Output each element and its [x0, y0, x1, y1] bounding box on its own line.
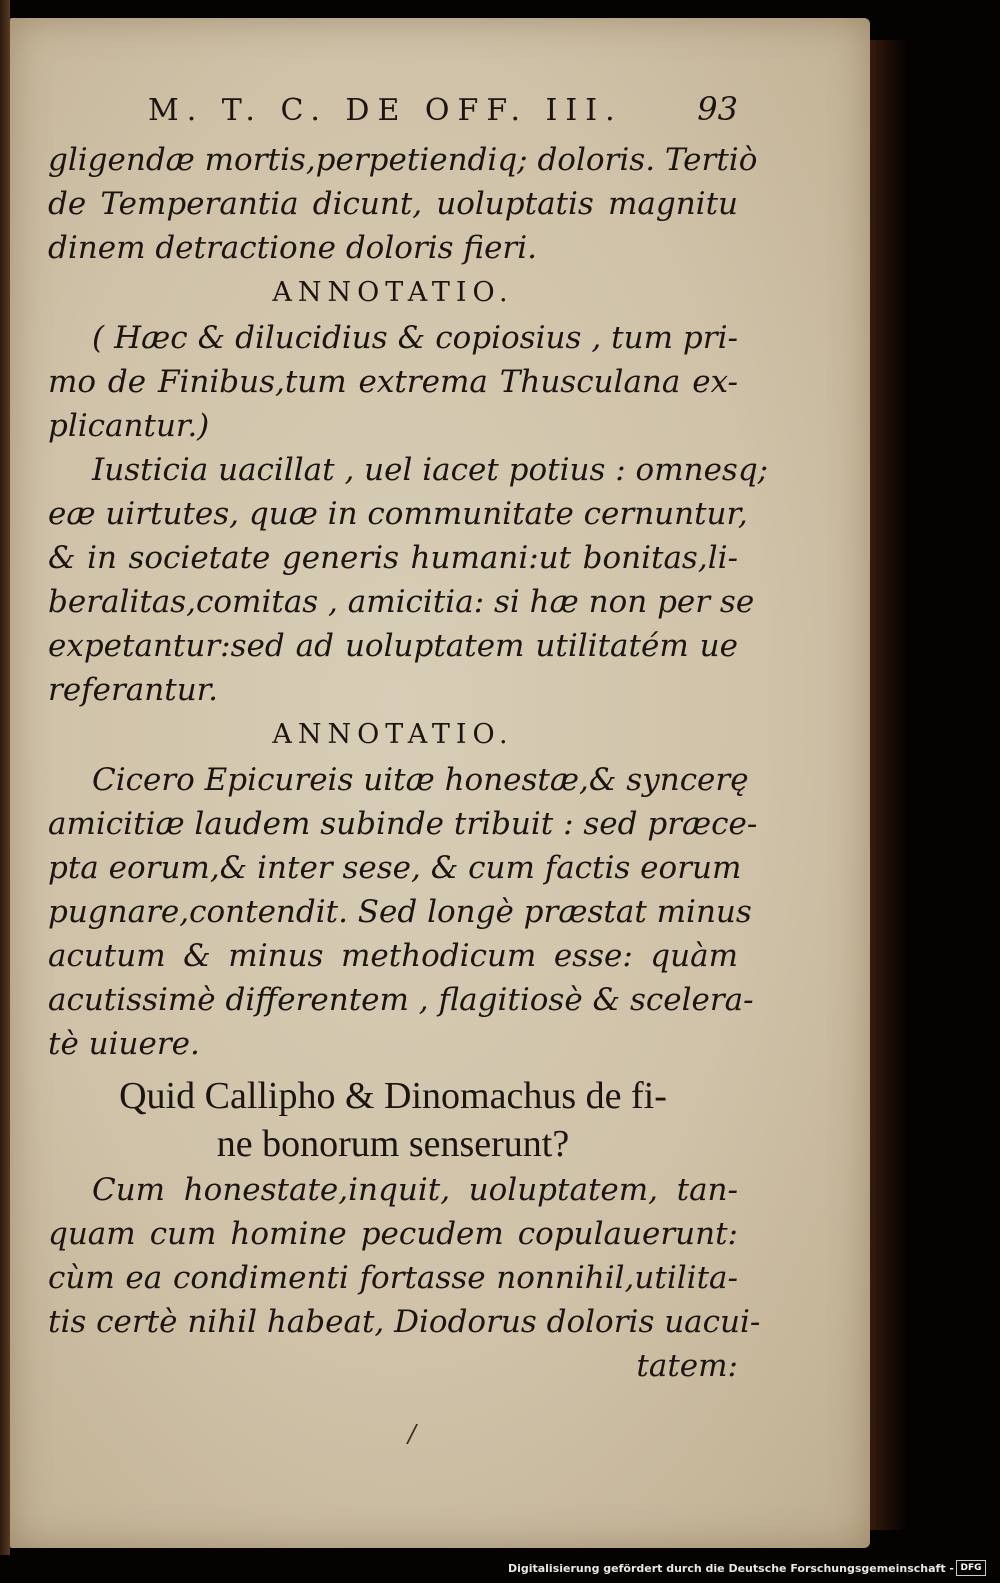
- text-line: expetantur:sed ad uoluptatem utilitatém ue: [48, 628, 738, 664]
- annotatio-2: [48, 758, 758, 1066]
- text-line: acutissimè differentem , flagitiosè & scelera-: [48, 982, 754, 1018]
- signature-mark: /: [408, 1420, 417, 1448]
- text-line: acutum & minus methodicum esse: quàm: [48, 938, 738, 974]
- text-line: dinem detractione doloris fieri.: [48, 230, 538, 266]
- text-line: ( Hæc & dilucidius & copiosius , tum pri-: [92, 320, 738, 356]
- text-line: pta eorum,& inter sese, & cum factis eorum: [48, 850, 742, 886]
- page-text: [48, 90, 769, 1388]
- binding-edge: [0, 0, 10, 1555]
- section-heading-line: ne bonorum senserunt?: [216, 1123, 570, 1165]
- annotatio-heading-1: ANNOTATIO.: [272, 277, 514, 308]
- text-line: gligendæ mortis,perpetiendiq; doloris. Tertiò: [48, 142, 758, 178]
- text-line: referantur.: [48, 672, 218, 708]
- section-heading-line: Quid Callipho & Dinomachus de fi-: [119, 1075, 667, 1117]
- text-line: tè uiuere.: [48, 1026, 200, 1062]
- text-line: cùm ea condimenti fortasse nonnihil,utilita-: [48, 1260, 738, 1296]
- text-line: amicitiæ laudem subinde tribuit : sed præce-: [48, 806, 758, 842]
- annotatio-heading-2: ANNOTATIO.: [272, 719, 514, 750]
- text-line: tis certè nihil habeat, Diodorus doloris uacui-: [48, 1304, 761, 1340]
- annotatio-1: [48, 316, 738, 448]
- paragraph-2: [48, 448, 769, 712]
- paragraph-1: [48, 138, 758, 270]
- text-line: pugnare,contendit. Sed longè præstat minus: [48, 894, 752, 930]
- text-line: plicantur.): [48, 408, 210, 444]
- text-line: quam cum homine pecudem copulauerunt:: [48, 1216, 738, 1252]
- digitization-credit: Digitalisierung gefördert durch die Deutsche Forschungsgemeinschaft -: [507, 1562, 954, 1575]
- page-number: 93: [697, 90, 738, 128]
- running-head: [148, 90, 738, 138]
- text-line: Cum honestate,inquit, uoluptatem, tan-: [92, 1172, 738, 1208]
- text-line: Iusticia uacillat , uel iacet potius : omnesq;: [92, 452, 769, 488]
- running-head-title: M. T. C. DE OFF. III.: [148, 93, 623, 128]
- text-line: Cicero Epicureis uitæ honestæ,& syncerę: [92, 762, 749, 798]
- text-line: de Temperantia dicunt, uoluptatis magnitu: [48, 186, 738, 222]
- text-line: mo de Finibus,tum extrema Thusculana ex-: [48, 364, 738, 400]
- dfg-logo: DFG: [956, 1560, 986, 1576]
- page-fore-edge-shadow: [866, 40, 906, 1530]
- catchword: tatem:: [636, 1348, 738, 1384]
- paragraph-3: [48, 1168, 761, 1388]
- section-heading: [48, 1072, 738, 1168]
- text-line: eæ uirtutes, quæ in communitate cernuntur,: [48, 496, 748, 532]
- text-line: & in societate generis humani:ut bonitas,li-: [48, 540, 738, 576]
- text-line: beralitas,comitas , amicitia: si hæ non per se: [48, 584, 755, 620]
